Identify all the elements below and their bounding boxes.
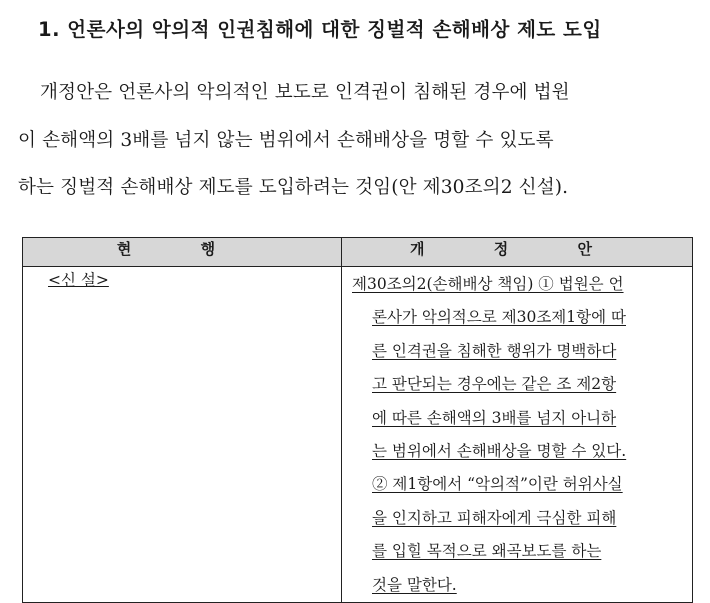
paragraph-line-2: 이 손해액의 3배를 넘지 않는 범위에서 손해배상을 명할 수 있도록: [18, 129, 554, 151]
proposed-clause-body: [352, 301, 684, 602]
proposed-line: 고 판단되는 경우에는 같은 조 제2항: [372, 375, 617, 394]
comparison-table: [22, 237, 693, 603]
proposed-line: 제30조의2(손해배상 책임) ① 법원은 언: [352, 275, 624, 293]
header-proposed: 개 정 안: [342, 238, 693, 267]
paragraph-line-1: 개정안은 언론사의 악의적인 보도로 인격권이 침해된 경우에 법원: [40, 82, 570, 103]
proposed-line: 것을 말한다.: [372, 575, 457, 594]
table-body-row: [23, 267, 693, 603]
proposed-line: 을 인지하고 피해자에게 극심한 피해: [372, 508, 617, 527]
current-law-text: <신 설>: [48, 271, 109, 289]
paragraph-line-3: 하는 징벌적 손해배상 제도를 도입하려는 것임(안 제30조의2 신설).: [18, 177, 569, 198]
proposed-law-cell: [342, 267, 693, 603]
proposed-line: 를 입힐 목적으로 왜곡보도를 하는: [372, 542, 602, 561]
current-law-cell: [23, 267, 342, 603]
proposed-line: 는 범위에서 손해배상을 명할 수 있다.: [372, 442, 627, 461]
summary-paragraph: [18, 69, 693, 212]
table-header-row: [23, 238, 693, 267]
header-current: 현 행: [23, 238, 342, 267]
proposed-line: 론사가 악의적으로 제30조제1항에 따: [372, 308, 626, 327]
section-heading: 1. 언론사의 악의적 인권침해에 대한 징벌적 손해배상 제도 도입: [38, 18, 602, 41]
proposed-line: 에 따른 손해액의 3배를 넘지 아니하: [372, 408, 617, 427]
proposed-line: 른 인격권을 침해한 행위가 명백하다: [372, 341, 617, 360]
proposed-line: ② 제1항에서 “악의적”이란 허위사실: [372, 475, 623, 494]
